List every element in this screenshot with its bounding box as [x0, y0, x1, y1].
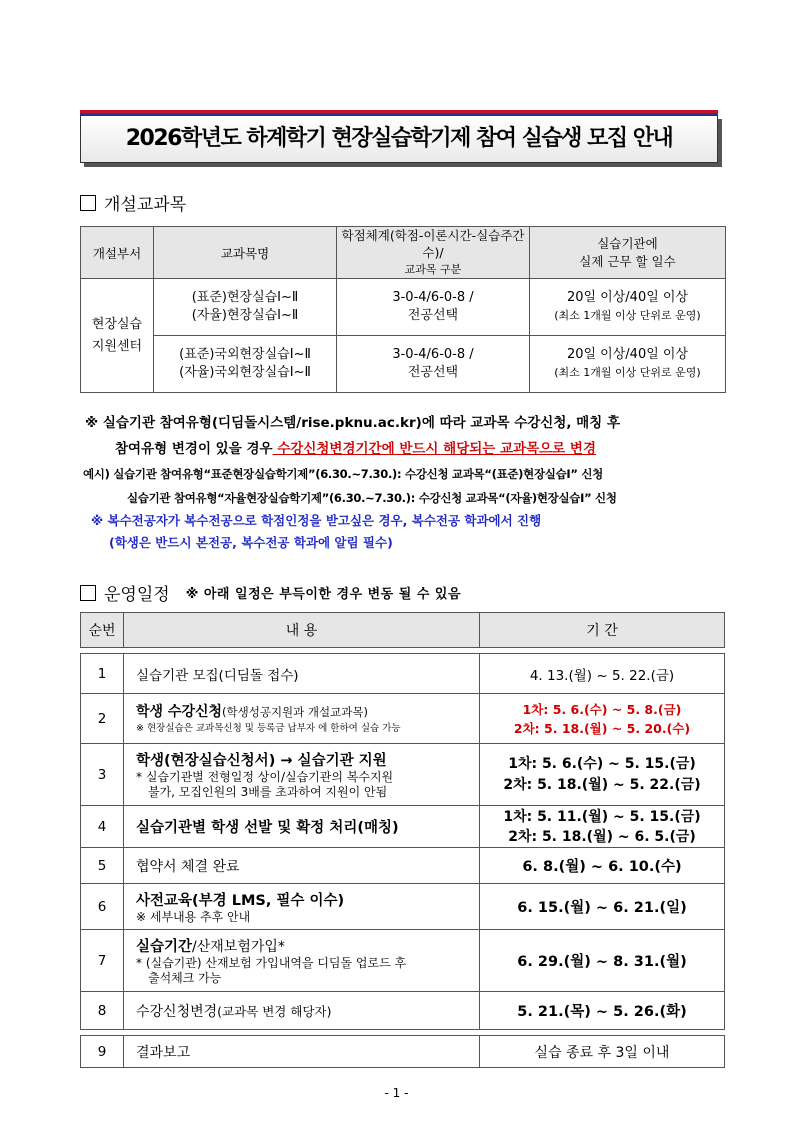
header-course: 교과목명	[154, 227, 337, 279]
dept-cell: 현장실습 지원센터	[81, 279, 154, 393]
header-dept: 개설부서	[81, 227, 154, 279]
table-row	[81, 279, 726, 336]
table-row: 3 학생(현장실습신청서) → 실습기관 지원 * 실습기관별 전형일정 상이/실습기관의 복수지원 불가, 모집인원의 3배를 초과하여 지원이 안됨 1차: 5. 6.(수) ~ 5. 15.(금) 2차: 5. 18.(월) ~ 5. 22.(금)	[81, 744, 725, 806]
schedule-table	[80, 612, 725, 1068]
page-number: - 1 -	[384, 1086, 409, 1100]
section-heading-courses	[80, 190, 186, 215]
double-major-note-2: (학생은 반드시 본전공, 복수전공 학과에 알림 필수)	[109, 535, 393, 550]
table-row: 7 실습기간/산재보험가입* * (실습기관) 산재보험 가입내역을 디딤돌 업로드 후 출석체크 가능 6. 29.(월) ~ 8. 31.(월)	[81, 930, 725, 992]
header-content: 내 용	[124, 613, 480, 648]
example-line-1: 예시) 실습기관 참여유형“표준현장실습학기제”(6.30.~7.30.): 수강신청 교과목“(표준)현장실습Ⅰ” 신청	[83, 467, 603, 481]
table-row: 5 협약서 체결 완료 6. 8.(월) ~ 6. 10.(수)	[81, 848, 725, 884]
table-row	[81, 336, 726, 393]
section-title: 개설교과목	[104, 195, 187, 215]
header-credit: 학점체계(학점-이론시간-실습주간 수)/ 교과목 구분	[337, 227, 530, 279]
double-major-note: ※ 복수전공자가 복수전공으로 학점인정을 받고싶은 경우, 복수전공 학과에서 진행	[91, 513, 542, 528]
page-title: 2026학년도 하계학기 현장실습학기제 참여 실습생 모집 안내	[125, 126, 673, 151]
table-row: 8 수강신청변경(교과목 변경 해당자) 5. 21.(목) ~ 5. 26.(화)	[81, 992, 725, 1030]
note-line-1: ※ 실습기관 참여유형(디딤돌시스템/rise.pknu.ac.kr)에 따라 교과목 수강신청, 매칭 후	[85, 415, 621, 431]
table-row: 4 실습기관별 학생 선발 및 확정 처리(매칭) 1차: 5. 11.(월) ~ 5. 15.(금) 2차: 5. 18.(월) ~ 6. 5.(금)	[81, 806, 725, 848]
course-cell: (표준)국외현장실습Ⅰ~Ⅱ (자율)국외현장실습Ⅰ~Ⅱ	[154, 336, 337, 393]
course-cell: (표준)현장실습Ⅰ~Ⅱ (자율)현장실습Ⅰ~Ⅱ	[154, 279, 337, 336]
course-table	[80, 226, 726, 393]
notes-block	[85, 410, 735, 554]
example-line-2: 실습기관 참여유형“자율현장실습학기제”(6.30.~7.30.): 수강신청 교과목“(자율)현장실습Ⅰ” 신청	[127, 491, 617, 505]
credit-cell: 3-0-4/6-0-8 / 전공선택	[337, 279, 530, 336]
schedule-note: ※ 아래 일정은 부득이한 경우 변동 될 수 있음	[185, 587, 462, 602]
days-cell: 20일 이상/40일 이상 (최소 1개월 이상 단위로 운영)	[530, 336, 726, 393]
header-num: 순번	[81, 613, 124, 648]
header-days: 실습기관에 실제 근무 할 일수	[530, 227, 726, 279]
checkbox-square-icon	[80, 195, 96, 211]
table-row: 2 학생 수강신청(학생성공지원과 개설교과목) ※ 현장실습은 교과목신청 및 등록금 납부자 에 한하여 실습 가능 1차: 5. 6.(수) ~ 5. 8.(금) 2차: 5. 18.(월) ~ 5. 20.(수)	[81, 694, 725, 744]
credit-cell: 3-0-4/6-0-8 / 전공선택	[337, 336, 530, 393]
title-banner	[80, 115, 718, 163]
table-row: 9 결과보고 실습 종료 후 3일 이내	[81, 1036, 725, 1068]
note-line-2: 참여유형 변경이 있을 경우 수강신청변경기간에 반드시 해당되는 교과목으로 변경	[115, 441, 597, 457]
section-heading-schedule	[80, 580, 461, 605]
table-header-row	[81, 227, 726, 279]
table-header-row	[81, 613, 725, 648]
section-title: 운영일정	[104, 585, 170, 605]
table-row: 1 실습기관 모집(디딤돌 접수) 4. 13.(월) ~ 5. 22.(금)	[81, 654, 725, 694]
days-cell: 20일 이상/40일 이상 (최소 1개월 이상 단위로 운영)	[530, 279, 726, 336]
header-period: 기 간	[480, 613, 725, 648]
table-row: 6 사전교육(부경 LMS, 필수 이수) ※ 세부내용 추후 안내 6. 15.(월) ~ 6. 21.(일)	[81, 884, 725, 930]
checkbox-square-icon	[80, 585, 96, 601]
